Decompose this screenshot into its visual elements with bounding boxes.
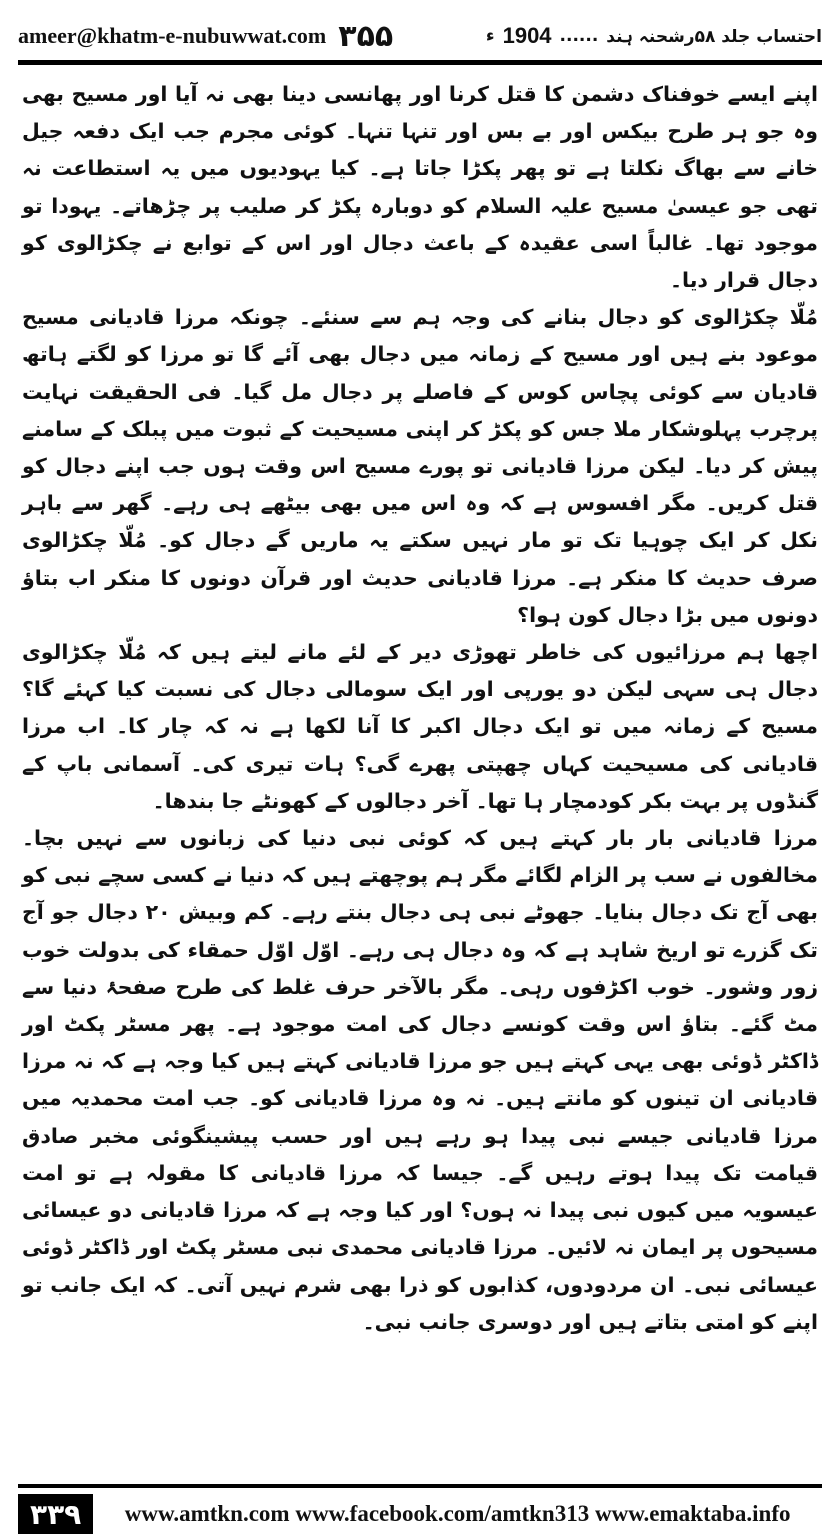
page-footer bbox=[18, 1494, 822, 1534]
footer-rule bbox=[18, 1484, 822, 1488]
header-source bbox=[486, 23, 822, 49]
paragraph: مُلّا چکڑالوی کو دجال بنانے کی وجہ ہم سے سنئے۔ چونکہ مرزا قادیانی مسیح موعود بنے ہیں اور مسیح کے زمانہ میں دجال بھی آئے گا تو مرزا کو لگتے ہاتھ قادیان سے کوئی پچاس کوس کے فاصلے پر دجال مل گیا۔ فی الحقیقت نہایت پرچرب پہلوشکار ملا جس کو پکڑ کر اپنی مسیحیت کے ثبوت میں پبلک کے سامنے پیش کر دیا۔ لیکن مرزا قادیانی تو پورے مسیح اس وقت ہوں جب اپنے دجال کو قتل کریں۔ مگر افسوس ہے کہ وہ اس میں بھی بیٹھے ہی رہے۔ گھر سے باہر نکل کر ایک چوہیا تک تو مار نہیں سکتے یہ ماریں گے دجال کو۔ مُلّا چکڑالوی صرف حدیث کا منکر ہے۔ مرزا قادیانی حدیث اور قرآن دونوں کا منکر اب بتاؤ دونوں میں بڑا دجال کون ہوا؟ bbox=[22, 305, 818, 627]
header-dots: ...... bbox=[559, 26, 599, 46]
paragraph: اپنے ایسے خوفناک دشمن کا قتل کرنا اور پھانسی دینا بھی نہ آیا اور مسیح بھی وہ جو ہر طرح بیکس اور بے بس اور تنہا تنہا۔ کوئی مجرم جب ایک دفعہ جیل خانے سے بھاگ نکلتا ہے تو پھر پکڑا جاتا ہے۔ کیا یہودیوں میں یہ استطاعت نہ تھی جو عیسیٰ مسیح علیہ السلام کو دوبارہ پکڑ کر صلیب پر چڑھاتے۔ یہودا تو موجود تھا۔ غالباً اسی عقیدہ کے باعث دجال اور اس کے توابع نے چکڑالوی کو دجال قرار دیا۔ bbox=[22, 82, 818, 293]
header-source-title: احتساب جلد ۵۸رشحنہ ہند bbox=[606, 26, 822, 47]
header-email: ameer@khatm-e-nubuwwat.com bbox=[18, 23, 327, 48]
paragraph: مرزا قادیانی بار بار کہتے ہیں کہ کوئی نبی دنیا کی زبانوں سے نہیں بچا۔ مخالفوں نے سب پر الزام لگائے مگر ہم پوچھتے ہیں کہ دنیا نے کسی سچے نبی کو بھی آج تک دجال بنایا۔ جھوٹے نبی ہی دجال بنتے رہے۔ کم وبیش ۲۰ دجال جو آج تک گزرے تو اریخ شاہد ہے کہ وہ دجال ہی رہے۔ اوّل اوّل حمقاء کی بدولت خوب زور وشور۔ خوب اکڑفوں رہی۔ مگر بالآخر حرف غلط کی طرح صفحۂ دنیا سے مٹ گئے۔ بتاؤ اس وقت کونسے دجال کی امت موجود ہے۔ پھر مسٹر پکٹ اور ڈاکٹر ڈوئی بھی یہی کہتے ہیں جو مرزا قادیانی کہتے ہیں کیا وجہ ہے کہ نہ مرزا قادیانی ان تینوں کو مانتے ہیں۔ نہ وہ مرزا قادیانی کو۔ جب امت محمدیہ میں مرزا قادیانی جیسے نبی پیدا ہو رہے ہیں اور حسب پیشینگوئی مخبر صادق قیامت تک پیدا ہوتے رہیں گے۔ جیسا کہ مرزا قادیانی کا مقولہ ہے تو امت عیسویہ میں کیوں نبی پیدا نہ ہوں؟ اور کیا وجہ ہے کہ مرزا قادیانی دو عیسائی مسیحوں پر ایمان نہ لائیں۔ مرزا قادیانی محمدی نبی مسٹر پکٹ اور ڈاکٹر ڈوئی عیسائی نبی۔ ان مردودوں، کذابوں کو ذرا بھی شرم نہیں آتی۔ کہ ایک جانب تو اپنے کو امتی بتاتے ہیں اور دوسری جانب نبی۔ bbox=[22, 826, 819, 1334]
header-year-suffix: ء bbox=[485, 26, 495, 46]
header-year: 1904 bbox=[502, 23, 552, 48]
paragraph: اچھا ہم مرزائیوں کی خاطر تھوڑی دیر کے لئے مانے لیتے ہیں کہ مُلّا چکڑالوی دجال ہی سہی لیکن دو یورپی اور ایک سومالی دجال کی نسبت کیا کہئے گا؟ مسیح کے زمانہ میں تو ایک دجال اکبر کا آنا لکھا ہے نہ کہ چار کا۔ اب مرزا قادیانی کی مسیحیت کہاں چھپتی پھرے گی؟ ہات تیری کی۔ آسمانی باپ کے گنڈوں پر بہت بکر کودمچار ہا تھا۔ آخر دجالوں کے کھونٹے جا بندھا۔ bbox=[22, 640, 818, 813]
page-body bbox=[22, 76, 818, 1341]
header-page-number: ۳۵۵ bbox=[338, 18, 394, 54]
header-left bbox=[18, 19, 393, 54]
page-header bbox=[18, 14, 822, 58]
footer-links: www.amtkn.com www.facebook.com/amtkn313 www.emaktaba.info bbox=[124, 1501, 791, 1526]
footer-page-tag: ۳۳۹ bbox=[18, 1494, 93, 1534]
header-rule bbox=[18, 60, 822, 65]
